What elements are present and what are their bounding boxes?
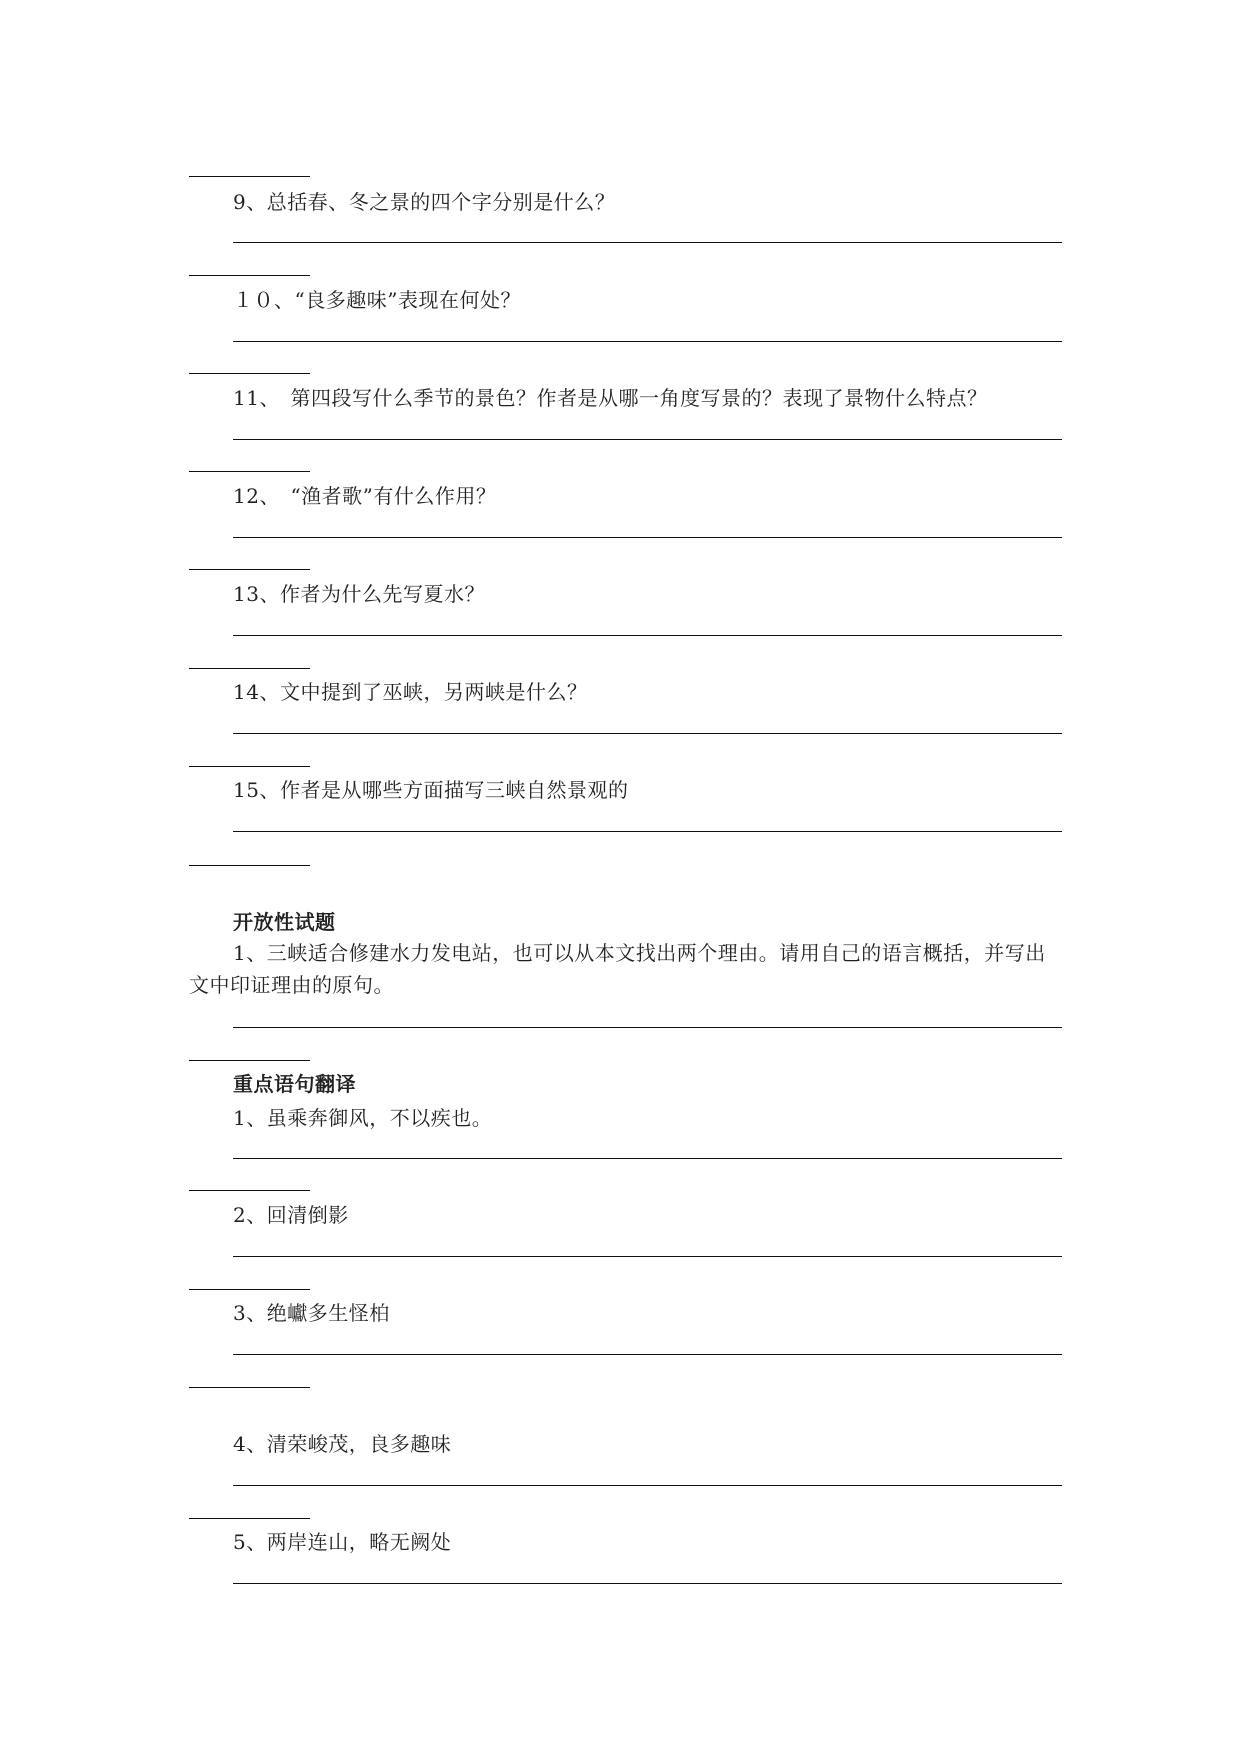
answer-line [233, 1158, 1062, 1159]
answer-line-short [189, 1289, 310, 1290]
translation-item-4: 4、清荣峻茂，良多趣味 [233, 1432, 452, 1456]
answer-line-short [189, 865, 310, 866]
question-11: 11、 第四段写什么季节的景色？作者是从哪一角度写景的？表现了景物什么特点？ [233, 386, 988, 410]
answer-line [233, 242, 1062, 243]
answer-line-short [189, 766, 310, 767]
open-question-1: 1、三峡适合修建水力发电站，也可以从本文找出两个理由。请用自己的语言概括，并写出文中印证理由的原句。 [189, 941, 1046, 997]
answer-line [233, 1256, 1062, 1257]
answer-line-short [189, 1387, 310, 1388]
section-title-translation: 重点语句翻译 [233, 1072, 356, 1096]
answer-line-short [189, 176, 310, 177]
answer-line [233, 733, 1062, 734]
question-13: 13、作者为什么先写夏水？ [233, 582, 485, 606]
answer-line [233, 1485, 1062, 1486]
question-12: 12、 “渔者歌”有什么作用？ [233, 484, 497, 508]
answer-line [233, 1583, 1062, 1584]
answer-line-short [189, 373, 310, 374]
answer-line-short [189, 569, 310, 570]
answer-line-short [189, 668, 310, 669]
translation-item-2: 2、回清倒影 [233, 1203, 349, 1227]
answer-line [233, 1354, 1062, 1355]
question-15: 15、作者是从哪些方面描写三峡自然景观的 [233, 778, 629, 802]
answer-line [233, 1027, 1062, 1028]
answer-line-short [189, 1518, 310, 1519]
translation-item-1: 1、虽乘奔御风，不以疾也。 [233, 1106, 493, 1130]
answer-line [233, 537, 1062, 538]
section-title-open: 开放性试题 [233, 910, 336, 934]
answer-line [233, 635, 1062, 636]
answer-line-short [189, 471, 310, 472]
question-9: 9、总括春、冬之景的四个字分别是什么？ [233, 190, 616, 214]
answer-line-short [189, 1060, 310, 1061]
answer-line-short [189, 1190, 310, 1191]
answer-line [233, 439, 1062, 440]
translation-item-5: 5、两岸连山，略无阙处 [233, 1530, 452, 1554]
question-14: 14、文中提到了巫峡，另两峡是什么？ [233, 680, 588, 704]
answer-line [233, 831, 1062, 832]
answer-line-short [189, 275, 310, 276]
answer-line [233, 341, 1062, 342]
question-10: １０、“良多趣味”表现在何处？ [233, 288, 521, 312]
translation-item-3: 3、绝巘多生怪柏 [233, 1301, 390, 1325]
